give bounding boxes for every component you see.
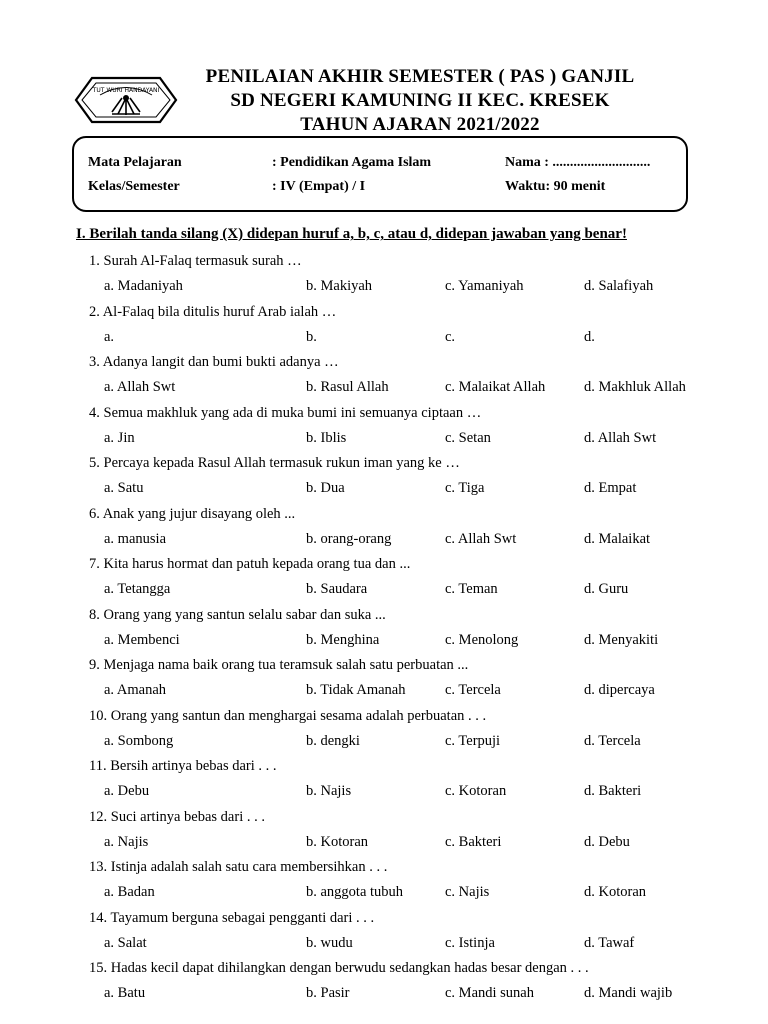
question-7-option-d[interactable]: d. Guru xyxy=(584,581,629,597)
question-7-option-a[interactable]: a. Tetangga xyxy=(104,581,171,597)
question-12-option-c[interactable]: c. Bakteri xyxy=(445,833,502,850)
question-14: 14. Tayamum berguna sebagai pengganti dari . . . xyxy=(89,909,375,926)
question-3-option-b[interactable]: b. Rasul Allah xyxy=(306,379,389,395)
svg-text:TUT WURI HANDAYANI: TUT WURI HANDAYANI xyxy=(92,87,160,94)
question-5-option-b[interactable]: b. Dua xyxy=(306,480,345,496)
question-7-option-c[interactable]: c. Teman xyxy=(445,581,498,597)
question-15-option-a[interactable]: a. Batu xyxy=(104,985,146,1001)
question-14-option-a[interactable]: a. Salat xyxy=(104,934,147,951)
question-2-option-a[interactable]: a. xyxy=(104,328,115,345)
question-2-option-d[interactable]: d. xyxy=(584,328,595,345)
academic-year: TAHUN AJARAN 2021/2022 xyxy=(300,114,540,135)
question-12-option-d[interactable]: d. Debu xyxy=(584,833,630,850)
question-4: 4. Semua makhluk yang ada di muka bumi ini semuanya ciptaan … xyxy=(89,404,482,421)
question-9-option-c[interactable]: c. Tercela xyxy=(445,682,501,698)
question-4-option-c[interactable]: c. Setan xyxy=(445,429,491,446)
name-field: Nama : ............................ xyxy=(505,155,651,170)
question-4-option-a[interactable]: a. Jin xyxy=(104,429,135,446)
question-9-option-b[interactable]: b. Tidak Amanah xyxy=(306,682,406,698)
question-12-option-a[interactable]: a. Najis xyxy=(104,833,149,850)
question-3-option-d[interactable]: d. Makhluk Allah xyxy=(584,379,686,395)
question-6-option-a[interactable]: a. manusia xyxy=(104,530,167,547)
question-15-option-c[interactable]: c. Mandi sunah xyxy=(445,985,534,1001)
question-6-option-d[interactable]: d. Malaikat xyxy=(584,530,651,547)
subject-value: : Pendidikan Agama Islam xyxy=(272,155,432,170)
question-1-option-d[interactable]: d. Salafiyah xyxy=(584,278,654,294)
question-5-option-c[interactable]: c. Tiga xyxy=(445,480,485,496)
question-10-option-c[interactable]: c. Terpuji xyxy=(445,732,501,749)
question-8-option-b[interactable]: b. Menghina xyxy=(306,631,380,648)
question-14-option-c[interactable]: c. Istinja xyxy=(445,934,495,951)
question-5-option-a[interactable]: a. Satu xyxy=(104,480,144,496)
question-11-option-d[interactable]: d. Bakteri xyxy=(584,783,642,799)
question-13-option-b[interactable]: b. anggota tubuh xyxy=(306,884,404,900)
question-4-option-b[interactable]: b. Iblis xyxy=(306,429,347,446)
question-6-option-c[interactable]: c. Allah Swt xyxy=(445,530,517,547)
question-5: 5. Percaya kepada Rasul Allah termasuk rukun iman yang ke … xyxy=(89,455,460,471)
question-13-option-d[interactable]: d. Kotoran xyxy=(584,884,647,900)
subject-label: Mata Pelajaran xyxy=(88,155,182,170)
question-5-option-d[interactable]: d. Empat xyxy=(584,480,637,496)
question-10-option-b[interactable]: b. dengki xyxy=(306,732,360,749)
class-label: Kelas/Semester xyxy=(88,179,180,194)
question-10-option-a[interactable]: a. Sombong xyxy=(104,732,174,749)
question-8: 8. Orang yang yang santun selalu sabar dan suka ... xyxy=(89,606,386,623)
student-info-box xyxy=(72,136,688,212)
question-12-option-b[interactable]: b. Kotoran xyxy=(306,833,369,850)
question-8-option-d[interactable]: d. Menyakiti xyxy=(584,631,659,648)
question-10-option-d[interactable]: d. Tercela xyxy=(584,732,641,749)
question-2: 2. Al-Falaq bila ditulis huruf Arab ialah … xyxy=(89,303,337,320)
question-14-option-b[interactable]: b. wudu xyxy=(306,934,353,951)
exam-title: PENILAIAN AKHIR SEMESTER ( PAS ) GANJIL xyxy=(205,66,635,87)
question-11-option-a[interactable]: a. Debu xyxy=(104,783,150,799)
question-1: 1. Surah Al-Falaq termasuk surah … xyxy=(89,253,302,269)
question-3-option-a[interactable]: a. Allah Swt xyxy=(104,379,176,395)
question-6: 6. Anak yang jujur disayang oleh ... xyxy=(89,505,296,522)
question-9-option-d[interactable]: d. dipercaya xyxy=(584,682,655,698)
question-4-option-d[interactable]: d. Allah Swt xyxy=(584,429,657,446)
question-14-option-d[interactable]: d. Tawaf xyxy=(584,934,635,951)
question-7: 7. Kita harus hormat dan patuh kepada orang tua dan ... xyxy=(89,556,411,572)
question-1-option-b[interactable]: b. Makiyah xyxy=(306,278,373,294)
question-1-option-a[interactable]: a. Madaniyah xyxy=(104,278,183,294)
section-instruction: I. Berilah tanda silang (X) didepan huruf a, b, c, atau d, didepan jawaban yang benar! xyxy=(76,226,627,242)
question-8-option-a[interactable]: a. Membenci xyxy=(104,631,180,648)
question-10: 10. Orang yang santun dan menghargai sesama adalah perbuatan . . . xyxy=(89,707,487,724)
question-13-option-a[interactable]: a. Badan xyxy=(104,884,155,900)
question-3: 3. Adanya langit dan bumi bukti adanya … xyxy=(89,354,339,370)
class-value: : IV (Empat) / I xyxy=(272,179,366,194)
question-11-option-b[interactable]: b. Najis xyxy=(306,783,352,799)
question-13: 13. Istinja adalah salah satu cara membersihkan . . . xyxy=(89,859,388,875)
question-7-option-b[interactable]: b. Saudara xyxy=(306,581,368,597)
question-11-option-c[interactable]: c. Kotoran xyxy=(445,783,507,799)
question-2-option-b[interactable]: b. xyxy=(306,328,317,345)
question-9: 9. Menjaga nama baik orang tua teramsuk salah satu perbuatan ... xyxy=(89,657,469,673)
question-6-option-b[interactable]: b. orang-orang xyxy=(306,530,392,547)
question-9-option-a[interactable]: a. Amanah xyxy=(104,682,167,698)
question-3-option-c[interactable]: c. Malaikat Allah xyxy=(445,379,546,395)
question-11: 11. Bersih artinya bebas dari . . . xyxy=(89,758,277,774)
question-12: 12. Suci artinya bebas dari . . . xyxy=(89,808,265,825)
question-1-option-c[interactable]: c. Yamaniyah xyxy=(445,278,524,294)
question-15-option-b[interactable]: b. Pasir xyxy=(306,985,350,1001)
question-15-option-d[interactable]: d. Mandi wajib xyxy=(584,985,673,1001)
school-name: SD NEGERI KAMUNING II KEC. KRESEK xyxy=(230,90,610,111)
question-8-option-c[interactable]: c. Menolong xyxy=(445,631,519,648)
question-13-option-c[interactable]: c. Najis xyxy=(445,884,490,900)
question-2-option-c[interactable]: c. xyxy=(445,328,456,345)
time-field: Waktu: 90 menit xyxy=(505,179,606,194)
question-15: 15. Hadas kecil dapat dihilangkan dengan berwudu sedangkan hadas besar dengan . . . xyxy=(89,960,589,976)
